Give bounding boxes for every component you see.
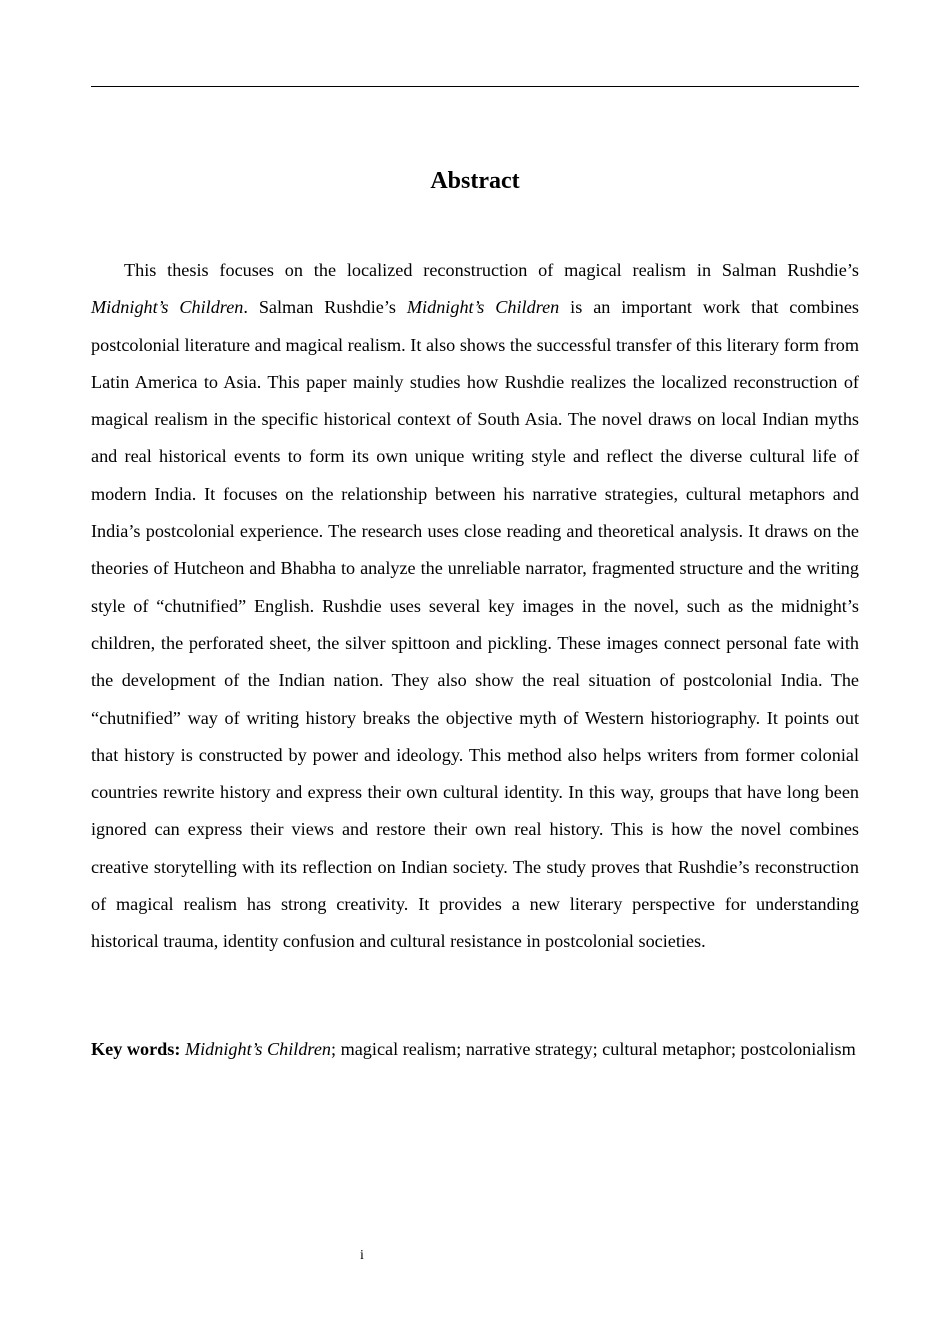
page-title: Abstract bbox=[430, 168, 520, 194]
work-title: Midnight’s Children bbox=[91, 297, 244, 318]
keyword-work-title: Midnight’s Children bbox=[184, 1039, 331, 1059]
abstract-text: . bbox=[243, 297, 248, 318]
abstract-text: is an important work that combines postcolonial literature and magical realism. It also shows the successful transfer of this literary form from Latin America to Asia. This paper mainly studies how Rushdie realizes the localized reconstruction of magical realism in the specific historical context of South Asia. The novel draws on local Indian myths and real historical events to form its own unique writing style and reflect the diverse cultural life of modern India. It focuses on the relationship between his narrative strategies, cultural metaphors and India’s postcolonial experience. The research uses close reading and theoretical analysis. It draws on the theories of Hutcheon and Bhabha to analyze the unreliable narrator, fragmented structure and the writing style of “chutnified” English. Rushdie uses several key images in the novel, such as the midnight’s children, the perforated sheet, the silver spittoon and pickling. These images connect personal fate with the development of the Indian nation. They also show the real situation of postcolonial India. The “chutnified” way of writing history breaks the objective myth of Western historiography. It points out that history is constructed by power and ideology. This method also helps writers from former colonial countries rewrite history and express their own cultural identity. In this way, groups that have long been ignored can express their views and restore their own real history. This is how the novel combines creative storytelling with its reflection on Indian society. The study proves that Rushdie’s reconstruction of magical realism has strong creativity. It provides a new literary perspective for understanding historical trauma, identity confusion and cultural resistance in postcolonial societies. bbox=[91, 297, 860, 952]
keywords-list: ; magical realism; narrative strategy; cultural metaphor; postcolonialism bbox=[330, 1039, 856, 1059]
header-rule bbox=[91, 86, 859, 87]
abstract-text: Salman Rushdie’s bbox=[247, 297, 407, 318]
abstract-paragraph bbox=[91, 252, 859, 961]
keywords-label: Key words: bbox=[91, 1039, 181, 1059]
abstract-text: This thesis focuses on the localized reconstruction of magical realism in Salman Rushdie’s bbox=[124, 260, 859, 280]
work-title: Midnight’s Children bbox=[406, 297, 560, 318]
page-number: i bbox=[360, 1248, 364, 1263]
keywords-line bbox=[91, 1031, 859, 1068]
